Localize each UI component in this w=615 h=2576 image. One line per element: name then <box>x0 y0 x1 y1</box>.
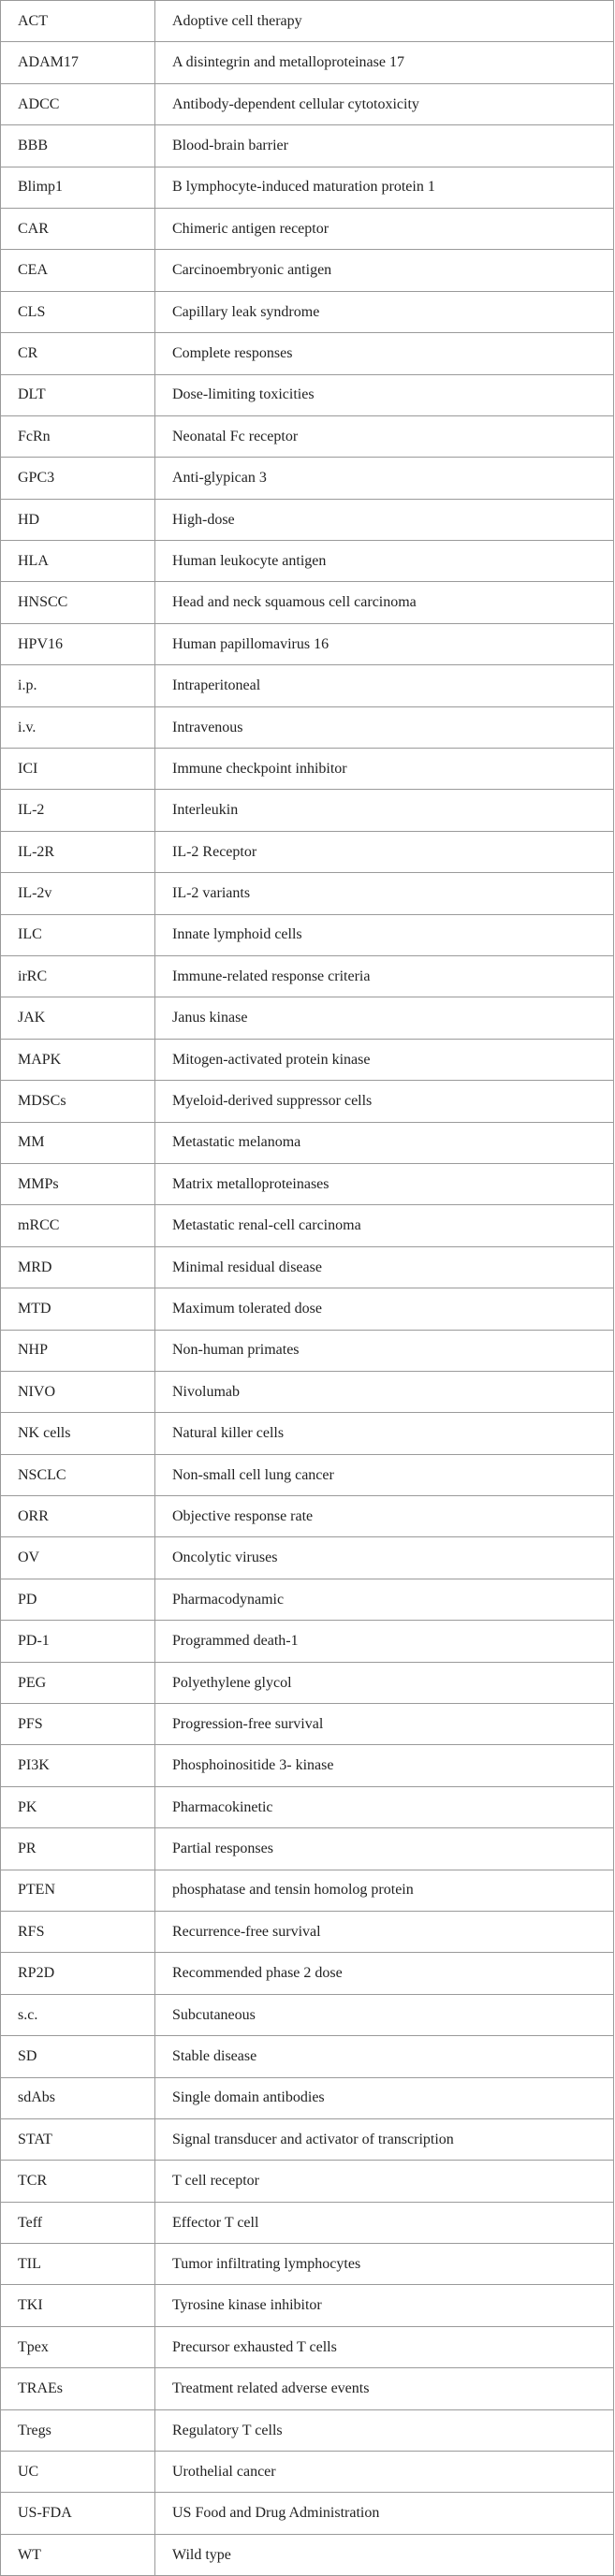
table-row <box>1 2161 614 2202</box>
table-row <box>1 873 614 914</box>
table-row <box>1 1662 614 1703</box>
abbreviation-cell: ORR <box>1 1496 155 1537</box>
abbreviation-cell: RFS <box>1 1911 155 1952</box>
abbreviation-cell: TIL <box>1 2244 155 2285</box>
abbreviation-cell: HPV16 <box>1 623 155 664</box>
definition-cell: Stable disease <box>155 2036 614 2077</box>
definition-cell: Pharmacodynamic <box>155 1579 614 1620</box>
table-row <box>1 1579 614 1620</box>
table-row <box>1 1163 614 1204</box>
definition-cell: Minimal residual disease <box>155 1246 614 1288</box>
abbreviation-cell: CAR <box>1 208 155 249</box>
table-row <box>1 706 614 748</box>
abbreviation-cell: RP2D <box>1 1953 155 1994</box>
abbreviation-cell: i.p. <box>1 665 155 706</box>
table-row <box>1 2202 614 2243</box>
table-row <box>1 1953 614 1994</box>
abbreviation-cell: PR <box>1 1828 155 1870</box>
abbreviation-cell: TCR <box>1 2161 155 2202</box>
abbreviation-cell: MDSCs <box>1 1081 155 1122</box>
abbreviation-cell: DLT <box>1 374 155 415</box>
table-row <box>1 1413 614 1454</box>
table-row <box>1 2493 614 2534</box>
table-row <box>1 291 614 332</box>
abbreviation-cell: CR <box>1 333 155 374</box>
table-row <box>1 125 614 167</box>
definition-cell: Objective response rate <box>155 1496 614 1537</box>
abbreviation-cell: BBB <box>1 125 155 167</box>
abbreviation-cell: NIVO <box>1 1371 155 1412</box>
table-row <box>1 1081 614 1122</box>
definition-cell: Tumor infiltrating lymphocytes <box>155 2244 614 2285</box>
abbreviation-cell: FcRn <box>1 415 155 457</box>
abbreviation-cell: mRCC <box>1 1205 155 1246</box>
table-row <box>1 250 614 291</box>
definition-cell: Antibody-dependent cellular cytotoxicity <box>155 83 614 124</box>
definition-cell: Tyrosine kinase inhibitor <box>155 2285 614 2326</box>
table-row <box>1 1246 614 1288</box>
abbreviation-cell: HD <box>1 499 155 540</box>
abbreviation-cell: UC <box>1 2452 155 2493</box>
abbreviation-cell: IL-2R <box>1 831 155 872</box>
abbreviation-cell: ILC <box>1 914 155 955</box>
abbreviation-cell: CEA <box>1 250 155 291</box>
abbreviation-cell: NHP <box>1 1330 155 1371</box>
table-row <box>1 333 614 374</box>
table-row <box>1 1994 614 2035</box>
definition-cell: A disintegrin and metalloproteinase 17 <box>155 42 614 83</box>
definition-cell: High-dose <box>155 499 614 540</box>
definition-cell: Innate lymphoid cells <box>155 914 614 955</box>
definition-cell: IL-2 Receptor <box>155 831 614 872</box>
definition-cell: Myeloid-derived suppressor cells <box>155 1081 614 1122</box>
abbreviation-cell: irRC <box>1 955 155 997</box>
table-row <box>1 623 614 664</box>
table-row <box>1 2409 614 2451</box>
abbreviation-cell: PI3K <box>1 1745 155 1786</box>
abbreviation-cell: CLS <box>1 291 155 332</box>
definition-cell: Wild type <box>155 2534 614 2575</box>
definition-cell: Carcinoembryonic antigen <box>155 250 614 291</box>
abbreviation-cell: ADCC <box>1 83 155 124</box>
definition-cell: Signal transducer and activator of transcription <box>155 2118 614 2160</box>
table-row <box>1 955 614 997</box>
definition-cell: Recommended phase 2 dose <box>155 1953 614 1994</box>
definition-cell: Urothelial cancer <box>155 2452 614 2493</box>
abbreviation-cell: MM <box>1 1122 155 1163</box>
abbreviation-cell: PK <box>1 1786 155 1827</box>
table-row <box>1 167 614 208</box>
table-row <box>1 665 614 706</box>
abbreviation-cell: Tregs <box>1 2409 155 2451</box>
definition-cell: Mitogen-activated protein kinase <box>155 1039 614 1080</box>
definition-cell: Non-small cell lung cancer <box>155 1454 614 1495</box>
abbreviation-cell: SD <box>1 2036 155 2077</box>
abbreviation-cell: IL-2 <box>1 790 155 831</box>
definition-cell: Intravenous <box>155 706 614 748</box>
definition-cell: Subcutaneous <box>155 1994 614 2035</box>
table-row <box>1 1454 614 1495</box>
abbreviation-cell: MTD <box>1 1288 155 1330</box>
definition-cell: Complete responses <box>155 333 614 374</box>
table-row <box>1 541 614 582</box>
abbreviation-cell: MRD <box>1 1246 155 1288</box>
abbreviation-cell: Teff <box>1 2202 155 2243</box>
definition-cell: IL-2 variants <box>155 873 614 914</box>
table-row <box>1 374 614 415</box>
table-row <box>1 2534 614 2575</box>
table-row <box>1 499 614 540</box>
abbreviation-cell: PTEN <box>1 1870 155 1911</box>
definition-cell: Adoptive cell therapy <box>155 1 614 42</box>
table-row <box>1 1870 614 1911</box>
definition-cell: Treatment related adverse events <box>155 2368 614 2409</box>
definition-cell: Blood-brain barrier <box>155 125 614 167</box>
table-row <box>1 42 614 83</box>
table-row <box>1 1537 614 1579</box>
definition-cell: Polyethylene glycol <box>155 1662 614 1703</box>
table-row <box>1 997 614 1039</box>
abbreviation-cell: PEG <box>1 1662 155 1703</box>
abbreviation-cell: WT <box>1 2534 155 2575</box>
table-row <box>1 2326 614 2367</box>
abbreviation-cell: STAT <box>1 2118 155 2160</box>
table-row <box>1 2368 614 2409</box>
definition-cell: Human papillomavirus 16 <box>155 623 614 664</box>
table-row <box>1 1621 614 1662</box>
abbreviation-cell: OV <box>1 1537 155 1579</box>
abbreviation-cell: NSCLC <box>1 1454 155 1495</box>
table-row <box>1 2077 614 2118</box>
definition-cell: Non-human primates <box>155 1330 614 1371</box>
table-row <box>1 1786 614 1827</box>
definition-cell: Capillary leak syndrome <box>155 291 614 332</box>
definition-cell: Metastatic renal-cell carcinoma <box>155 1205 614 1246</box>
definition-cell: Interleukin <box>155 790 614 831</box>
abbreviation-cell: IL-2v <box>1 873 155 914</box>
definition-cell: Recurrence-free survival <box>155 1911 614 1952</box>
definition-cell: Natural killer cells <box>155 1413 614 1454</box>
abbreviation-cell: PFS <box>1 1704 155 1745</box>
abbreviation-cell: ICI <box>1 749 155 790</box>
table-row <box>1 1371 614 1412</box>
table-row <box>1 1330 614 1371</box>
definition-cell: Neonatal Fc receptor <box>155 415 614 457</box>
table-row <box>1 2118 614 2160</box>
definition-cell: Programmed death-1 <box>155 1621 614 1662</box>
definition-cell: Chimeric antigen receptor <box>155 208 614 249</box>
table-row <box>1 1745 614 1786</box>
abbreviation-cell: TKI <box>1 2285 155 2326</box>
table-row <box>1 1496 614 1537</box>
abbreviations-table-body <box>1 1 614 2576</box>
definition-cell: Single domain antibodies <box>155 2077 614 2118</box>
abbreviation-cell: Blimp1 <box>1 167 155 208</box>
table-row <box>1 1828 614 1870</box>
abbreviation-cell: TRAEs <box>1 2368 155 2409</box>
table-row <box>1 1288 614 1330</box>
definition-cell: Precursor exhausted T cells <box>155 2326 614 2367</box>
abbreviation-cell: ADAM17 <box>1 42 155 83</box>
definition-cell: Matrix metalloproteinases <box>155 1163 614 1204</box>
definition-cell: phosphatase and tensin homolog protein <box>155 1870 614 1911</box>
definition-cell: Metastatic melanoma <box>155 1122 614 1163</box>
abbreviation-cell: Tpex <box>1 2326 155 2367</box>
definition-cell: US Food and Drug Administration <box>155 2493 614 2534</box>
definition-cell: Intraperitoneal <box>155 665 614 706</box>
definition-cell: T cell receptor <box>155 2161 614 2202</box>
definition-cell: Janus kinase <box>155 997 614 1039</box>
abbreviation-cell: JAK <box>1 997 155 1039</box>
table-row <box>1 1704 614 1745</box>
table-row <box>1 1122 614 1163</box>
table-row <box>1 83 614 124</box>
table-row <box>1 914 614 955</box>
abbreviation-cell: HLA <box>1 541 155 582</box>
abbreviation-cell: PD <box>1 1579 155 1620</box>
definition-cell: Immune-related response criteria <box>155 955 614 997</box>
abbreviation-cell: MMPs <box>1 1163 155 1204</box>
definition-cell: Regulatory T cells <box>155 2409 614 2451</box>
table-row <box>1 2244 614 2285</box>
definition-cell: Maximum tolerated dose <box>155 1288 614 1330</box>
table-row <box>1 415 614 457</box>
definition-cell: Head and neck squamous cell carcinoma <box>155 582 614 623</box>
table-row <box>1 1039 614 1080</box>
abbreviation-cell: GPC3 <box>1 458 155 499</box>
table-row <box>1 1911 614 1952</box>
table-row <box>1 831 614 872</box>
abbreviation-cell: s.c. <box>1 1994 155 2035</box>
abbreviation-cell: US-FDA <box>1 2493 155 2534</box>
abbreviation-cell: MAPK <box>1 1039 155 1080</box>
abbreviation-cell: PD-1 <box>1 1621 155 1662</box>
definition-cell: Nivolumab <box>155 1371 614 1412</box>
definition-cell: Human leukocyte antigen <box>155 541 614 582</box>
table-row <box>1 208 614 249</box>
abbreviation-cell: NK cells <box>1 1413 155 1454</box>
definition-cell: Progression-free survival <box>155 1704 614 1745</box>
table-row <box>1 458 614 499</box>
definition-cell: Pharmacokinetic <box>155 1786 614 1827</box>
definition-cell: Oncolytic viruses <box>155 1537 614 1579</box>
definition-cell: Immune checkpoint inhibitor <box>155 749 614 790</box>
table-row <box>1 1205 614 1246</box>
definition-cell: B lymphocyte-induced maturation protein 1 <box>155 167 614 208</box>
definition-cell: Phosphoinositide 3- kinase <box>155 1745 614 1786</box>
table-row <box>1 790 614 831</box>
abbreviation-cell: HNSCC <box>1 582 155 623</box>
abbreviation-cell: ACT <box>1 1 155 42</box>
table-row <box>1 1 614 42</box>
definition-cell: Partial responses <box>155 1828 614 1870</box>
table-row <box>1 582 614 623</box>
abbreviation-cell: i.v. <box>1 706 155 748</box>
definition-cell: Dose-limiting toxicities <box>155 374 614 415</box>
table-row <box>1 2036 614 2077</box>
table-row <box>1 2285 614 2326</box>
table-row <box>1 749 614 790</box>
definition-cell: Anti-glypican 3 <box>155 458 614 499</box>
table-row <box>1 2452 614 2493</box>
definition-cell: Effector T cell <box>155 2202 614 2243</box>
abbreviation-cell: sdAbs <box>1 2077 155 2118</box>
